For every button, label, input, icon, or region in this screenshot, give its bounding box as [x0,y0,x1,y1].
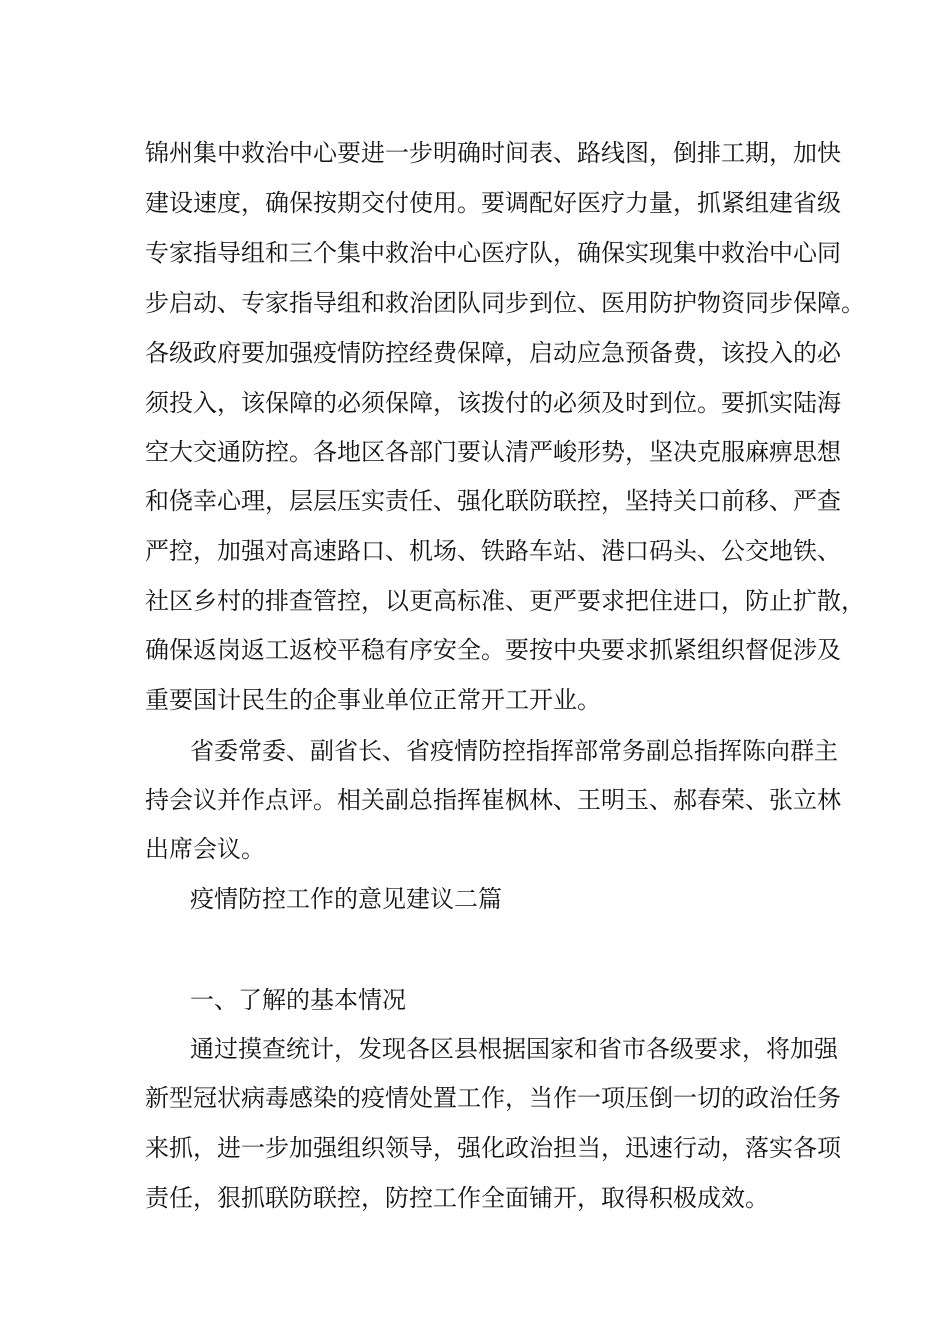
paragraph-line: 空大交通防控。各地区各部门要认清严峻形势，坚决克服麻痹思想 [145,438,841,466]
paragraph-line: 步启动、专家指导组和救治团队同步到位、医用防护物资同步保障。 [145,289,865,317]
paragraph-line: 来抓，进一步加强组织领导，强化政治担当，迅速行动，落实各项 [145,1134,841,1162]
paragraph-line: 责任，狠抓联防联控，防控工作全面铺开，取得积极成效。 [145,1184,769,1212]
paragraph-line: 和侥幸心理，层层压实责任、强化联防联控，坚持关口前移、严查 [145,487,841,515]
paragraph-line: 省委常委、副省长、省疫情防控指挥部常务副总指挥陈向群主 [190,737,838,765]
paragraph-line: 新型冠状病毒感染的疫情处置工作，当作一项压倒一切的政治任务 [145,1084,841,1112]
paragraph-line: 社区乡村的排查管控，以更高标准、更严要求把住进口，防止扩散， [145,587,865,615]
section-heading: 一、了解的基本情况 [190,986,406,1014]
paragraph-line: 通过摸查统计，发现各区县根据国家和省市各级要求，将加强 [190,1035,838,1063]
paragraph-line: 确保返岗返工返校平稳有序安全。要按中央要求抓紧组织督促涉及 [145,636,841,664]
paragraph-line: 各级政府要加强疫情防控经费保障，启动应急预备费，该投入的必 [145,339,841,367]
paragraph-line: 锦州集中救治中心要进一步明确时间表、路线图，倒排工期，加快 [145,139,841,167]
section-title: 疫情防控工作的意见建议二篇 [190,885,502,913]
paragraph-line: 建设速度，确保按期交付使用。要调配好医疗力量，抓紧组建省级 [145,189,841,217]
paragraph-line: 专家指导组和三个集中救治中心医疗队，确保实现集中救治中心同 [145,239,841,267]
paragraph-line: 须投入，该保障的必须保障，该拨付的必须及时到位。要抓实陆海 [145,389,841,417]
paragraph-line: 出席会议。 [145,835,265,863]
paragraph-line: 重要国计民生的企事业单位正常开工开业。 [145,686,601,714]
paragraph-line: 严控，加强对高速路口、机场、铁路车站、港口码头、公交地铁、 [145,537,841,565]
paragraph-line: 持会议并作点评。相关副总指挥崔枫林、王明玉、郝春荣、张立林 [145,786,841,814]
